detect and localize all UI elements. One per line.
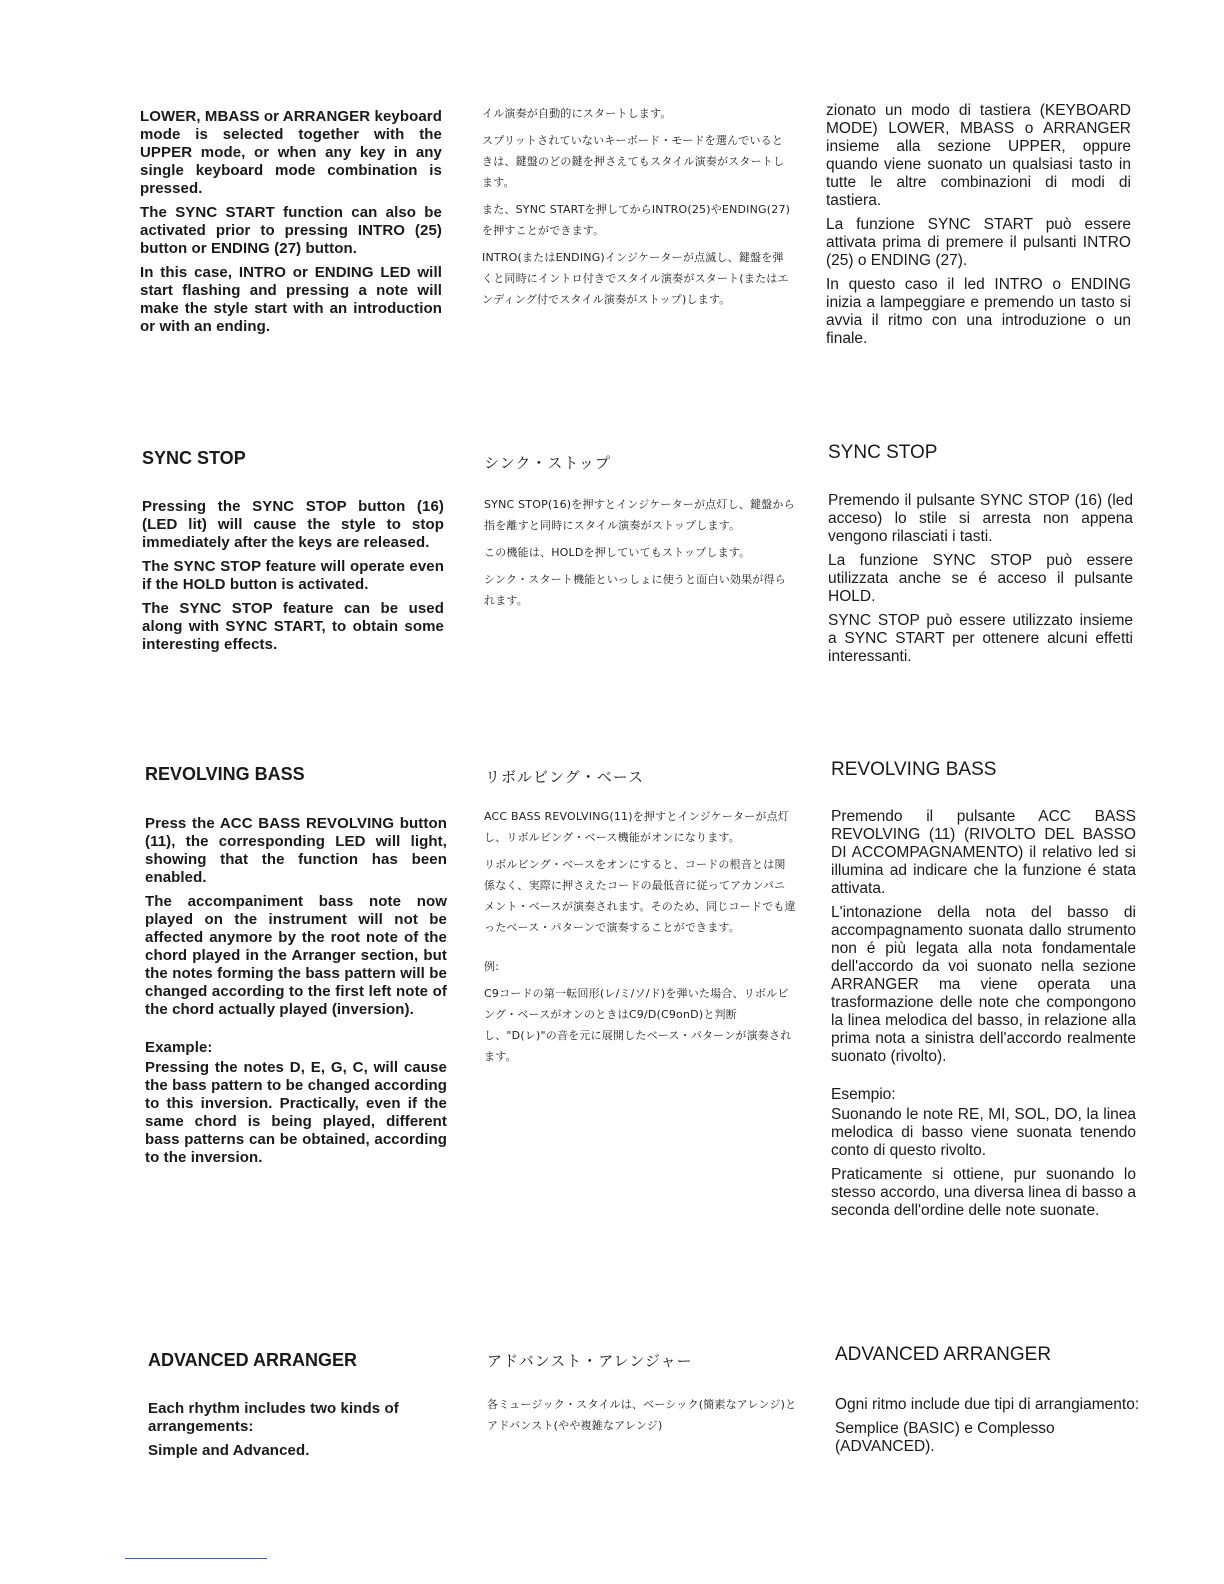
- sync-stop-heading-jp: シンク・ストップ: [484, 454, 611, 472]
- sync-stop-english-column: [142, 498, 444, 660]
- intro-japanese-column: [482, 103, 794, 316]
- paragraph: zionato un modo di tastiera (KEYBOARD MODE) LOWER, MBASS o ARRANGER insieme alla sezione UPPER, oppure quando viene suonato un qualsiasi tasto in tutte le altre combinazioni di modi di tastiera.: [826, 102, 1131, 209]
- paragraph: また、SYNC STARTを押してからINTRO(25)やENDING(27)を押すことができます。: [482, 203, 791, 237]
- paragraph: The SYNC STOP feature can be used along with SYNC START, to obtain some interesting effects.: [142, 600, 444, 653]
- paragraph: スプリットされていないキーボード・モードを選んでいるときは、鍵盤のどの鍵を押さえてもスタイル演奏がスタートします。: [482, 134, 785, 189]
- paragraph: C9コードの第一転回形(レ/ミ/ソ/ド)を弾いた場合、リボルビング・ベースがオンのときはC9/D(C9onD)と判断し、"D(レ)"の音を元に展開したベース・パターンが演奏されます。: [484, 987, 792, 1063]
- paragraph: リボルビング・ベースをオンにすると、コードの根音とは関係なく、実際に押さえたコードの最低音に従ってアカンパニメント・ベースが演奏されます。そのため、同じコードでも違ったベース・パターンで演奏することができます。: [484, 858, 796, 934]
- paragraph: シンク・スタート機能といっしょに使うと面白い効果が得られます。: [484, 573, 786, 607]
- paragraph: The SYNC START function can also be activated prior to pressing INTRO (25) button or ENDING (27) button.: [140, 204, 442, 257]
- revolving-bass-heading-jp: リボルビング・ベース: [485, 768, 644, 786]
- paragraph: ACC BASS REVOLVING(11)を押すとインジケーターが点灯し、リボルビング・ベース機能がオンになります。: [484, 810, 790, 844]
- advanced-arranger-english-column: [148, 1400, 453, 1466]
- paragraph: Press the ACC BASS REVOLVING button (11), the corresponding LED will light, showing that the function has been enabled.: [145, 815, 447, 886]
- paragraph: Semplice (BASIC) e Complesso (ADVANCED).: [835, 1420, 1055, 1455]
- advanced-arranger-italian-column: [835, 1396, 1140, 1462]
- paragraph: Ogni ritmo include due tipi di arrangiamento:: [835, 1396, 1140, 1413]
- sync-stop-heading-it: SYNC STOP: [828, 442, 938, 463]
- example-label: Esempio:: [831, 1086, 896, 1103]
- paragraph: イル演奏が自動的にスタートします。: [482, 107, 672, 120]
- advanced-arranger-heading-jp: アドバンスト・アレンジャー: [487, 1352, 693, 1370]
- paragraph: In this case, INTRO or ENDING LED will start flashing and pressing a note will make the style start with an introduction or with an ending.: [140, 264, 442, 335]
- paragraph: Pressing the notes D, E, G, C, will cause the bass pattern to be changed according to this inversion. Practically, even if the same chord is being played, different bass patterns can be obtained, according to the inversion.: [145, 1059, 447, 1166]
- paragraph: SYNC STOP può essere utilizzato insieme a SYNC START per ottenere alcuni effetti interessanti.: [828, 612, 1133, 665]
- intro-english-column: [140, 108, 442, 342]
- revolving-bass-japanese-column: [484, 806, 796, 1073]
- paragraph: Premendo il pulsante SYNC STOP (16) (led acceso) lo stile si arresta non appena vengono rilasciati i tasti.: [828, 492, 1133, 545]
- revolving-bass-heading-it: REVOLVING BASS: [831, 759, 997, 780]
- sync-stop-italian-column: [828, 492, 1133, 672]
- paragraph: Simple and Advanced.: [148, 1442, 310, 1459]
- paragraph: LOWER, MBASS or ARRANGER keyboard mode is selected together with the UPPER mode, or when any key in any single keyboard mode combination is pressed.: [140, 108, 442, 197]
- paragraph: SYNC STOP(16)を押すとインジケーターが点灯し、鍵盤から指を離すと同時にスタイル演奏がストップします。: [484, 498, 795, 532]
- paragraph: The SYNC STOP feature will operate even if the HOLD button is activated.: [142, 558, 444, 593]
- example-label: 例:: [484, 960, 500, 973]
- paragraph: Suonando le note RE, MI, SOL, DO, la linea melodica di basso viene suonata tenendo conto di questo rivolto.: [831, 1106, 1136, 1159]
- advanced-arranger-heading-it: ADVANCED ARRANGER: [835, 1344, 1052, 1365]
- example-label: Example:: [145, 1039, 213, 1056]
- paragraph: L'intonazione della nota del basso di accompagnamento suonata dallo strumento non é più legata alla nota fondamentale dell'accordo da voi suonato nella sezione ARRANGER ma viene operata una trasformazione delle note che compongono la linea melodica del basso, in relazione alla prima nota a sinistra dell'accordo realmente suonato (rivolto).: [831, 904, 1136, 1065]
- paragraph: Premendo il pulsante ACC BASS REVOLVING (11) (RIVOLTO DEL BASSO DI ACCOMPAGNAMENTO) il relativo led si illumina ad indicare che la funzione é stata attivata.: [831, 808, 1136, 897]
- revolving-bass-italian-column: [831, 808, 1136, 1226]
- intro-italian-column: [826, 102, 1131, 354]
- paragraph: In questo caso il led INTRO o ENDING inizia a lampeggiare e premendo un tasto si avvia il ritmo con una introduzione o un finale.: [826, 276, 1131, 347]
- paragraph: Praticamente si ottiene, pur suonando lo stesso accordo, una diversa linea di basso a seconda dell'ordine delle note suonate.: [831, 1166, 1137, 1219]
- paragraph: INTRO(またはENDING)インジケーターが点滅し、鍵盤を弾くと同時にイントロ付きでスタイル演奏がスタート(またはエンディング付でスタイル演奏がストップ)します。: [482, 251, 789, 306]
- paragraph: The accompaniment bass note now played on the instrument will not be affected anymore by the root note of the chord played in the Arranger section, but the notes forming the bass pattern will be changed according to the first left note of the chord actually played (inversion).: [145, 893, 447, 1018]
- sync-stop-japanese-column: [484, 494, 796, 617]
- paragraph: Pressing the SYNC STOP button (16) (LED lit) will cause the style to stop immediately after the keys are released.: [142, 498, 444, 551]
- paragraph: La funzione SYNC STOP può essere utilizzata anche se é acceso il pulsante HOLD.: [828, 552, 1133, 605]
- sync-stop-heading-en: SYNC STOP: [142, 448, 246, 468]
- paragraph: 各ミュージック・スタイルは、ベーシック(簡素なアレンジ)とアドバンスト(やや複雑なアレンジ): [487, 1398, 797, 1432]
- footer-rule: [125, 1558, 267, 1559]
- paragraph: この機能は、HOLDを押していてもストップします。: [484, 546, 751, 559]
- revolving-bass-heading-en: REVOLVING BASS: [145, 764, 305, 784]
- advanced-arranger-heading-en: ADVANCED ARRANGER: [148, 1350, 358, 1370]
- revolving-bass-english-column: [145, 815, 447, 1173]
- paragraph: Each rhythm includes two kinds of arrangements:: [148, 1400, 399, 1435]
- paragraph: La funzione SYNC START può essere attivata prima di premere il pulsanti INTRO (25) o ENDING (27).: [826, 216, 1131, 269]
- advanced-arranger-japanese-column: [487, 1394, 799, 1442]
